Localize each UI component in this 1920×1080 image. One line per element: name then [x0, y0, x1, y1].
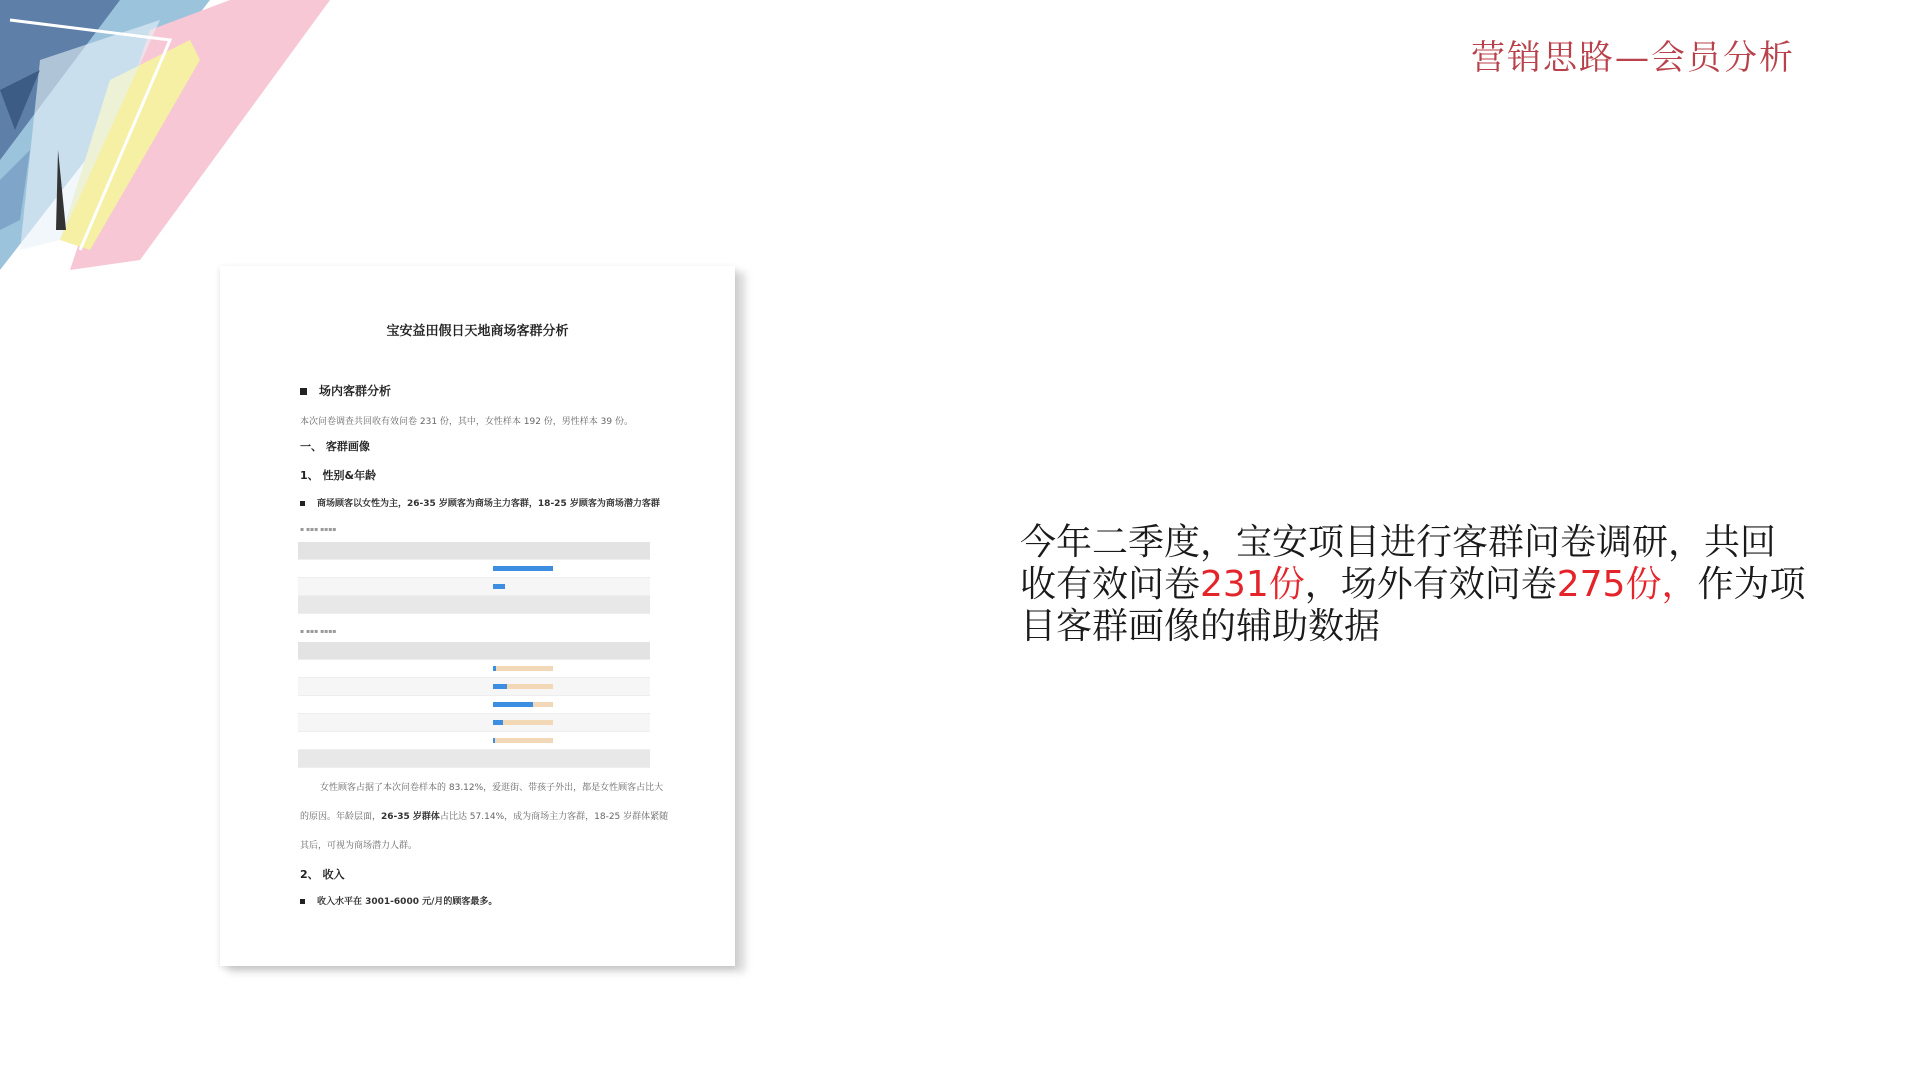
heading-gender-age: 1、 性别&年龄 — [300, 469, 377, 482]
highlight-valid-surveys: 231份 — [1200, 564, 1305, 605]
bullet-square-icon — [300, 899, 305, 904]
corner-decoration — [0, 0, 360, 270]
survey-description — [1020, 522, 1810, 648]
paragraph-line: 其后，可视为商场潜力人群。 — [300, 841, 418, 851]
document-page — [220, 266, 735, 966]
table-caption: ▪ ▪▪▪ ▪▪▪▪ — [300, 526, 337, 533]
table-footer-row — [298, 750, 650, 768]
description-text: ，场外有效问卷 — [1304, 564, 1557, 605]
table-header-row — [298, 542, 650, 560]
slide-title: 营销思路—会员分析 — [1471, 38, 1795, 78]
table-row — [298, 660, 650, 678]
bullet-square-icon — [300, 388, 307, 395]
paragraph-segment: 的原因。年龄层面， — [300, 812, 382, 822]
bullet-income — [300, 894, 497, 907]
table-caption: ▪ ▪▪▪ ▪▪▪▪ — [300, 628, 337, 635]
table-row — [298, 578, 650, 596]
paragraph-line — [300, 809, 668, 822]
table-footer-row — [298, 596, 650, 614]
intro-paragraph: 本次问卷调查共回收有效问卷 231 份，其中，女性样本 192 份，男性样本 39 份。 — [300, 417, 633, 427]
paragraph-line: 女性顾客占据了本次问卷样本的 83.12%，爱逛街、带孩子外出，都是女性顾客占比大 — [320, 783, 664, 793]
table-row — [298, 714, 650, 732]
paragraph-segment: 占比达 57.14%，成为商场主力客群，18-25 岁群体紧随 — [439, 812, 669, 822]
bullet-gender-age — [300, 496, 660, 509]
description-text: 今年二季度，宝安项目进行客群问卷调研，共回收有效问卷 — [1020, 522, 1777, 605]
table-row — [298, 732, 650, 750]
table-row — [298, 696, 650, 714]
description-text: 作为项目客群画像的辅助数据 — [1020, 564, 1806, 647]
bullet-gender-age-text: 商场顾客以女性为主，26-35 岁顾客为商场主力客群，18-25 岁顾客为商场潜力客群 — [317, 499, 660, 509]
table-row — [298, 560, 650, 578]
gender-table — [298, 542, 650, 614]
section-heading-text: 场内客群分析 — [319, 384, 392, 398]
bullet-square-icon — [300, 501, 305, 506]
document-title: 宝安益田假日天地商场客群分析 — [386, 324, 569, 339]
heading-income: 2、 收入 — [300, 868, 345, 881]
table-row — [298, 678, 650, 696]
age-table — [298, 642, 650, 768]
heading-one: 一、 客群画像 — [300, 440, 370, 453]
highlight-external-surveys: 275份， — [1556, 564, 1698, 605]
section-heading — [300, 382, 391, 399]
bullet-income-text: 收入水平在 3001-6000 元/月的顾客最多。 — [317, 897, 498, 907]
table-header-row — [298, 642, 650, 660]
paragraph-bold-segment: 26-35 岁群体 — [381, 812, 440, 822]
